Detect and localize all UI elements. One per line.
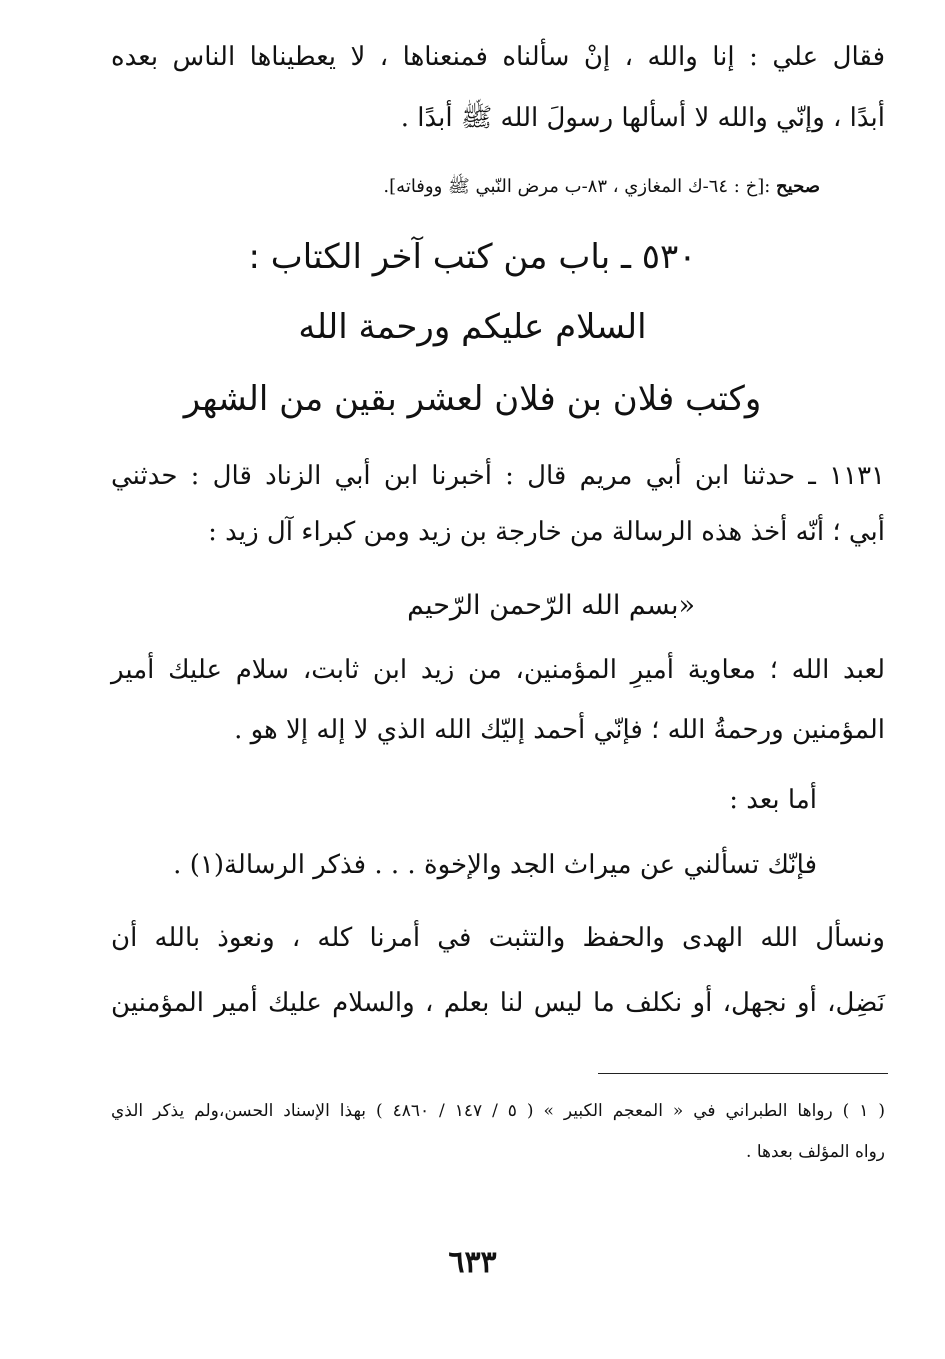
footnote-line-2: رواه المؤلف بعدها . (746, 1142, 885, 1162)
hadith-line-1: ١١٣١ ـ حدثنا ابن أبي مريم قال : أخبرنا ابن أبي الزناد قال : حدثني (111, 461, 885, 491)
page-number: ٦٣٣ (448, 1245, 497, 1280)
footnote-line-1: ( ١ ) رواها الطبراني في « المعجم الكبير » ( ٥ / ١٤٧ / ٤٨٦٠ ) بهذا الإسناد الحسن،ولم يذكر الذي (111, 1101, 885, 1121)
grade-label: صحيح (776, 176, 820, 197)
intro-line-1: فقال علي : إنا والله ، إنْ سألناه فمنعناها ، لا يعطيناها الناس بعده (111, 42, 885, 72)
chapter-heading-line-1: ٥٣٠ ـ باب من كتب آخر الكتاب : (248, 237, 697, 277)
intro-line-2: أبدًا ، وإنّي والله لا أسألها رسولَ الله ﷺ أبدًا . (400, 103, 885, 133)
hadith-line-4: المؤمنين ورحمةُ الله ؛ فإنّي أحمد إليّك الله الذي لا إله إلا هو . (234, 715, 885, 745)
chapter-heading-line-2: السلام عليكم ورحمة الله (298, 307, 647, 347)
reference-text: :[خ : ٦٤-ك المغازي ، ٨٣-ب مرض النّبي ﷺ ووفاته]. (383, 176, 771, 197)
hadith-line-7: نَضِل، أو نجهل، أو نكلف ما ليس لنا بعلم ، والسلام عليك أمير المؤمنين (111, 988, 885, 1018)
bismillah: «بسم الله الرّحمن الرّحيم (407, 590, 695, 621)
chapter-heading-line-3: وكتب فلان بن فلان لعشر بقين من الشهر (183, 379, 762, 419)
hadith-line-6: ونسأل الله الهدى والحفظ والتثبت في أمرنا كله ، ونعوذ بالله أن (111, 923, 885, 953)
hadith-line-3: لعبد الله ؛ معاوية أميرِ المؤمنين، من زيد ابن ثابت، سلام عليك أمير (111, 655, 885, 685)
hadith-line-2: أبي ؛ أنّه أخذ هذه الرسالة من خارجة بن زيد ومن كبراء آل زيد : (208, 517, 885, 547)
footnote-divider (598, 1073, 888, 1074)
hadith-line-5: فإنّك تسألني عن ميراث الجد والإخوة . . . فذكر الرسالة(١) . (173, 850, 817, 880)
hadith-grade-reference (383, 178, 820, 196)
amma-baad: أما بعد : (729, 785, 817, 815)
